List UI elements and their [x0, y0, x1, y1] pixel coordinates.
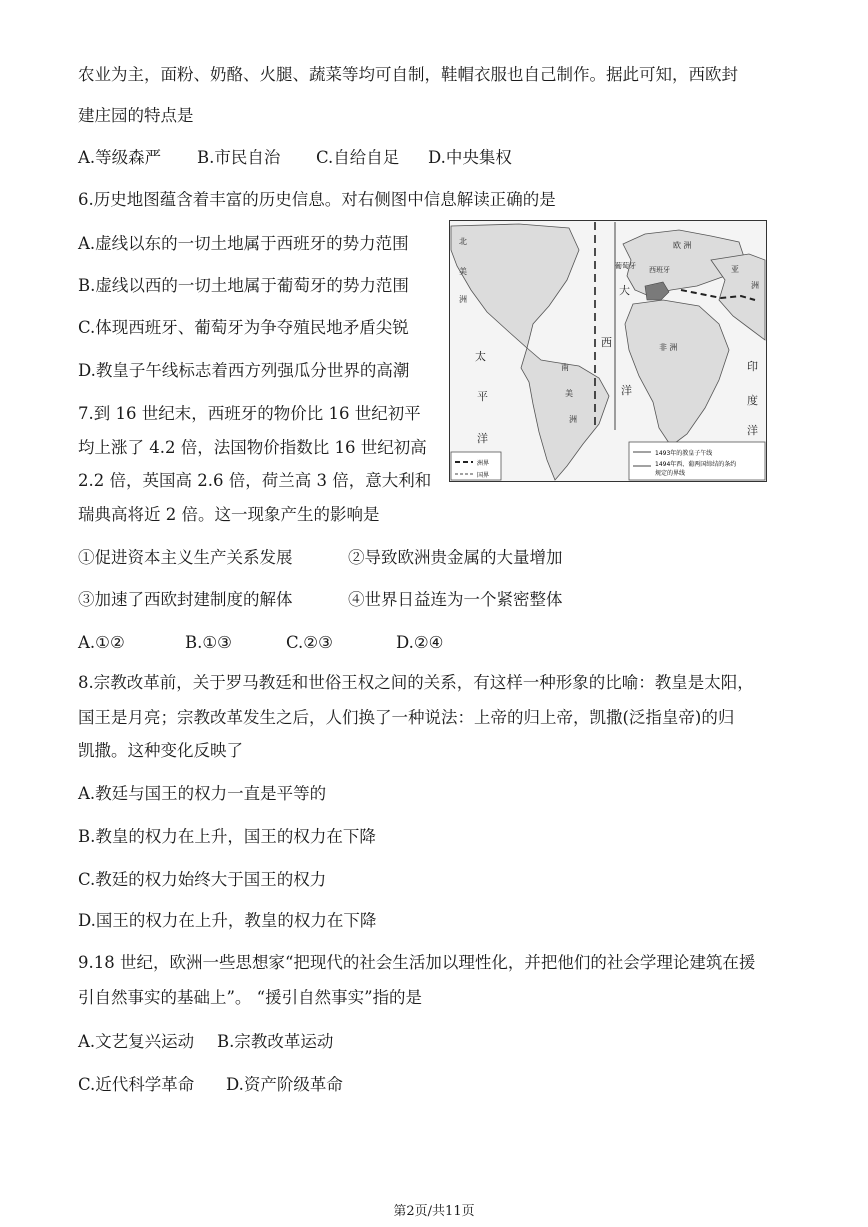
q7-item-2: ②导致欧洲贵金属的大量增加 [348, 548, 563, 567]
label-atlantic-3: 洋 [621, 384, 632, 397]
q9-option-c: C.近代科学革命 [78, 1075, 195, 1094]
q9-option-b: B.宗教改革运动 [217, 1032, 334, 1051]
page-footer: 第2页/共11页 [393, 1204, 475, 1219]
q9-option-a: A.文艺复兴运动 [78, 1032, 195, 1051]
q7-stem-line-4: 瑞典高将近 2 倍。这一现象产生的影响是 [78, 505, 380, 524]
label-pacific-2: 平 [477, 390, 488, 403]
q5-option-b: B.市民自治 [197, 148, 281, 167]
label-indian-1: 印 [747, 360, 758, 373]
q6-stem: 6.历史地图蕴含着丰富的历史信息。对右侧图中信息解读正确的是 [78, 190, 556, 209]
label-africa: 非 洲 [659, 343, 678, 352]
q9-stem-line-2: 引自然事实的基础上”。 “援引自然事实”指的是 [78, 988, 423, 1007]
legend-continent-border: 洲界 [477, 460, 490, 467]
q7-stem-line-1: 7.到 16 世纪末，西班牙的物价比 16 世纪初平 [78, 404, 421, 423]
q7-option-d: D.②④ [396, 633, 444, 652]
label-atlantic-1: 大 [619, 284, 630, 297]
intro-line-1: 农业为主，面粉、奶酪、火腿、蔬菜等均可自制，鞋帽衣服也自己制作。据此可知，西欧封 [78, 65, 738, 84]
q8-stem-line-3: 凯撒。这种变化反映了 [78, 741, 243, 760]
label-indian-2: 度 [747, 394, 758, 407]
q7-option-b: B.①③ [185, 633, 232, 652]
q5-option-c: C.自给自足 [316, 148, 400, 167]
q7-stem-line-2: 均上涨了 4.2 倍，法国物价指数比 16 世纪初高 [78, 438, 427, 457]
q6-option-c: C.体现西班牙、葡萄牙为争夺殖民地矛盾尖锐 [78, 318, 409, 337]
q7-item-3: ③加速了西欧封建制度的解体 [78, 590, 293, 609]
label-north-america-1: 北 [459, 237, 467, 246]
q8-option-b: B.教皇的权力在上升，国王的权力在下降 [78, 827, 376, 846]
q7-item-4: ④世界日益连为一个紧密整体 [348, 590, 563, 609]
q9-option-d: D.资产阶级革命 [226, 1075, 343, 1094]
legend-treaty-line-2: 规定的界线 [655, 470, 686, 477]
q8-stem-line-1: 8.宗教改革前，关于罗马教廷和世俗王权之间的关系，有这样一种形象的比喻：教皇是太阳， [78, 673, 754, 692]
q6-option-a: A.虚线以东的一切土地属于西班牙的势力范围 [78, 234, 409, 253]
q5-option-a: A.等级森严 [78, 148, 162, 167]
q9-stem-line-1: 9.18 世纪，欧洲一些思想家“把现代的社会生活加以理性化，并把他们的社会学理论建筑在援 [78, 953, 756, 972]
q7-option-c: C.②③ [286, 633, 333, 652]
q7-item-1: ①促进资本主义生产关系发展 [78, 548, 293, 567]
q5-option-d: D.中央集权 [428, 148, 512, 167]
legend-treaty-line-1: 1494年西、葡两国缔结的条约 [655, 461, 737, 468]
intro-line-2: 建庄园的特点是 [78, 106, 194, 125]
q6-option-d: D.教皇子午线标志着西方列强瓜分世界的高潮 [78, 361, 410, 380]
label-asia-1: 亚 [731, 265, 739, 274]
label-pacific-3: 洋 [477, 432, 488, 445]
label-north-america-3: 洲 [459, 295, 467, 304]
label-pacific-1: 太 [475, 350, 486, 363]
historical-map [449, 220, 767, 482]
q8-option-c: C.教廷的权力始终大于国王的权力 [78, 870, 327, 889]
label-portugal: 葡萄牙 [615, 262, 636, 270]
label-indian-3: 洋 [747, 424, 758, 437]
label-atlantic-2: 西 [601, 336, 612, 349]
label-south-america-3: 洲 [569, 415, 577, 424]
q8-option-d: D.国王的权力在上升，教皇的权力在下降 [78, 911, 377, 930]
label-south-america-1: 南 [561, 363, 569, 372]
q8-stem-line-2: 国王是月亮；宗教改革发生之后，人们换了一种说法：上帝的归上帝，凯撒(泛指皇帝)的归 [78, 708, 735, 727]
q7-option-a: A.①② [78, 633, 125, 652]
label-north-america-2: 美 [459, 267, 467, 276]
legend-papal-meridian: 1493年的教皇子午线 [655, 450, 713, 457]
q8-option-a: A.教廷与国王的权力一直是平等的 [78, 784, 327, 803]
label-europe: 欧 洲 [673, 241, 692, 250]
legend-country-border: 国界 [477, 472, 490, 479]
label-asia-2: 洲 [751, 281, 759, 290]
label-spain: 西班牙 [649, 266, 670, 274]
q7-stem-line-3: 2.2 倍，英国高 2.6 倍，荷兰高 3 倍，意大利和 [78, 471, 432, 490]
q6-option-b: B.虚线以西的一切土地属于葡萄牙的势力范围 [78, 276, 409, 295]
label-south-america-2: 美 [565, 389, 573, 398]
